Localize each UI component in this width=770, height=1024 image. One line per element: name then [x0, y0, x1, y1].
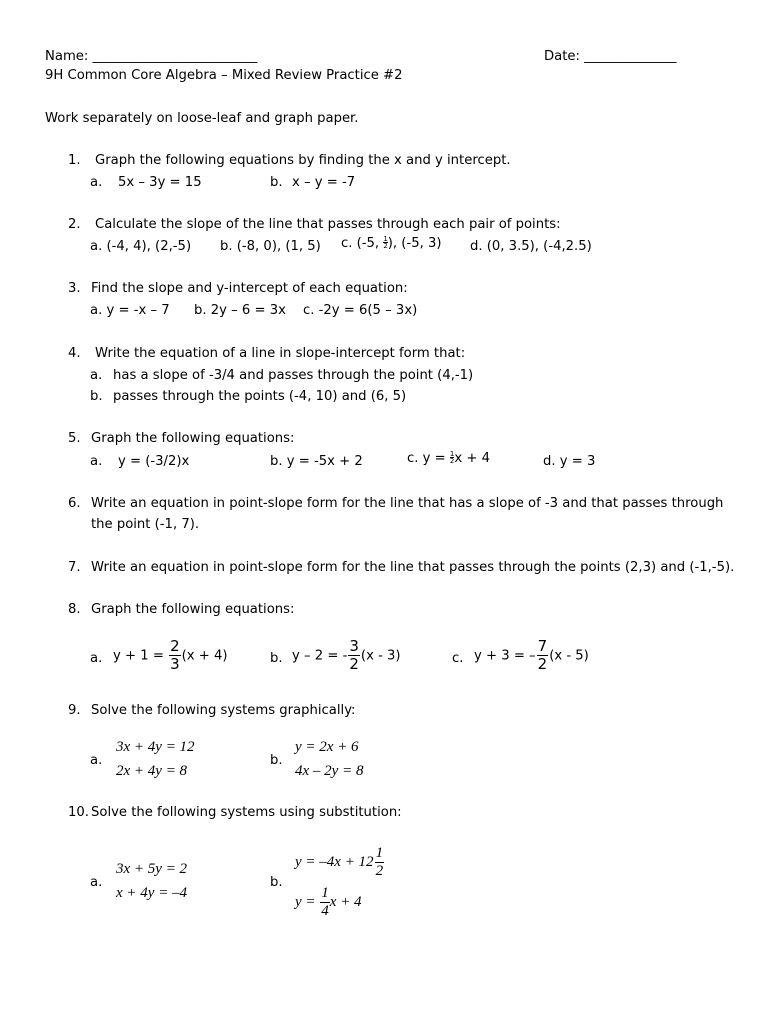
- part-letter: a.: [90, 753, 103, 768]
- part-letter: a.: [90, 651, 103, 666]
- numerator: 3: [349, 637, 359, 655]
- part-a: 5x – 3y = 15: [118, 175, 202, 190]
- question-number: 2.: [68, 217, 81, 232]
- system-a-eq2: x + 4y = –4: [116, 885, 188, 901]
- question-number: 9.: [68, 703, 81, 718]
- equation-prefix: y – 2 = -: [292, 648, 348, 664]
- question-text: Solve the following systems graphically:: [91, 703, 356, 718]
- instructions: Work separately on loose-leaf and graph paper.: [45, 111, 359, 126]
- part-c-suffix: x + 4: [454, 450, 490, 466]
- part-a: has a slope of -3/4 and passes through the point (4,-1): [113, 368, 474, 383]
- question-text: Solve the following systems using substitution:: [91, 805, 402, 820]
- part-letter: a.: [90, 175, 103, 190]
- part-d: d. y = 3: [543, 454, 596, 469]
- denominator: 2: [349, 655, 359, 673]
- question-number: 3.: [68, 281, 81, 296]
- question-text: Graph the following equations by finding the x and y intercept.: [95, 153, 511, 168]
- denominator: 2: [449, 457, 455, 466]
- part-letter: a.: [90, 875, 103, 890]
- numerator: 1: [383, 235, 388, 243]
- equation-suffix: (x - 5): [549, 648, 589, 664]
- system-a-eq2: 2x + 4y = 8: [116, 763, 188, 779]
- system-b-eq2: 4x – 2y = 8: [295, 763, 364, 779]
- part-b: b. 2y – 6 = 3x: [194, 303, 286, 318]
- part-b: [292, 639, 401, 672]
- part-letter: b.: [270, 875, 283, 890]
- equation-prefix: y = –4x + 12: [295, 853, 374, 870]
- part-c: [407, 451, 490, 465]
- denominator: 2: [383, 242, 388, 251]
- question-text-line-2: the point (-1, 7).: [91, 517, 200, 532]
- part-b: passes through the points (-4, 10) and (6, 5): [113, 389, 407, 404]
- question-number: 6.: [68, 496, 81, 511]
- question-text-line-1: Write an equation in point-slope form for the line that has a slope of -3 and that passes through: [91, 496, 724, 511]
- date-line[interactable]: Date: ______________: [544, 49, 677, 64]
- question-text: Write an equation in point-slope form for the line that passes through the points (2,3) and (-1,-5).: [91, 560, 735, 575]
- part-letter: a.: [90, 368, 103, 383]
- part-a: [113, 639, 228, 672]
- denominator: 2: [537, 655, 548, 673]
- question-number: 4.: [68, 346, 81, 361]
- fraction: [348, 639, 360, 672]
- part-b: b. y = -5x + 2: [270, 454, 363, 469]
- part-b: x – y = -7: [292, 175, 356, 190]
- numerator: 7: [537, 637, 548, 655]
- question-text: Graph the following equations:: [91, 602, 295, 617]
- equation-suffix: x + 4: [329, 893, 362, 910]
- system-a-eq1: 3x + 4y = 12: [116, 739, 195, 755]
- fraction: [537, 639, 549, 672]
- name-line[interactable]: Name: _________________________: [45, 49, 258, 64]
- fraction: [169, 639, 181, 672]
- part-letter: b.: [270, 753, 283, 768]
- part-d: d. (0, 3.5), (-4,2.5): [470, 239, 592, 254]
- fraction: [320, 886, 330, 919]
- equation-suffix: (x - 3): [360, 648, 401, 664]
- question-number: 5.: [68, 431, 81, 446]
- denominator: 2: [375, 863, 384, 879]
- part-c-prefix: c. (-5,: [341, 235, 384, 251]
- question-number: 10.: [68, 805, 89, 820]
- equation-prefix: y =: [295, 893, 320, 910]
- question-text: Find the slope and y-intercept of each equation:: [91, 281, 408, 296]
- system-a-eq1: 3x + 5y = 2: [116, 861, 188, 877]
- part-a: y = (-3/2)x: [118, 454, 190, 469]
- part-c: [474, 639, 589, 672]
- numerator: 1: [449, 450, 455, 458]
- part-letter: b.: [270, 651, 283, 666]
- question-text: Calculate the slope of the line that passes through each pair of points:: [95, 217, 561, 232]
- system-b-eq2: [295, 886, 362, 919]
- part-letter: c.: [452, 651, 464, 666]
- part-c: c. -2y = 6(5 – 3x): [303, 303, 418, 318]
- numerator: 1: [321, 885, 329, 901]
- denominator: 4: [321, 903, 329, 919]
- part-letter: b.: [270, 175, 283, 190]
- question-text: Graph the following equations:: [91, 431, 295, 446]
- numerator: 2: [170, 637, 180, 655]
- course-title: 9H Common Core Algebra – Mixed Review Practice #2: [45, 68, 403, 83]
- part-a: a. y = -x – 7: [90, 303, 170, 318]
- question-number: 7.: [68, 560, 81, 575]
- system-b-eq1: y = 2x + 6: [295, 739, 359, 755]
- equation-prefix: y + 1 =: [113, 648, 169, 664]
- question-text: Write the equation of a line in slope-intercept form that:: [95, 346, 466, 361]
- equation-suffix: (x + 4): [181, 648, 228, 664]
- numerator: 1: [375, 845, 384, 861]
- part-c-prefix: c. y =: [407, 450, 450, 466]
- question-number: 1.: [68, 153, 81, 168]
- denominator: 3: [170, 655, 180, 673]
- part-letter: a.: [90, 454, 103, 469]
- part-b: b. (-8, 0), (1, 5): [220, 239, 321, 254]
- fraction: [375, 846, 385, 879]
- equation-prefix: y + 3 = –: [474, 648, 536, 664]
- part-c: [341, 236, 442, 250]
- system-b-eq1: [295, 846, 384, 879]
- part-c-suffix: ), (-5, 3): [387, 235, 442, 251]
- part-letter: b.: [90, 389, 103, 404]
- question-number: 8.: [68, 602, 81, 617]
- part-a: a. (-4, 4), (2,-5): [90, 239, 192, 254]
